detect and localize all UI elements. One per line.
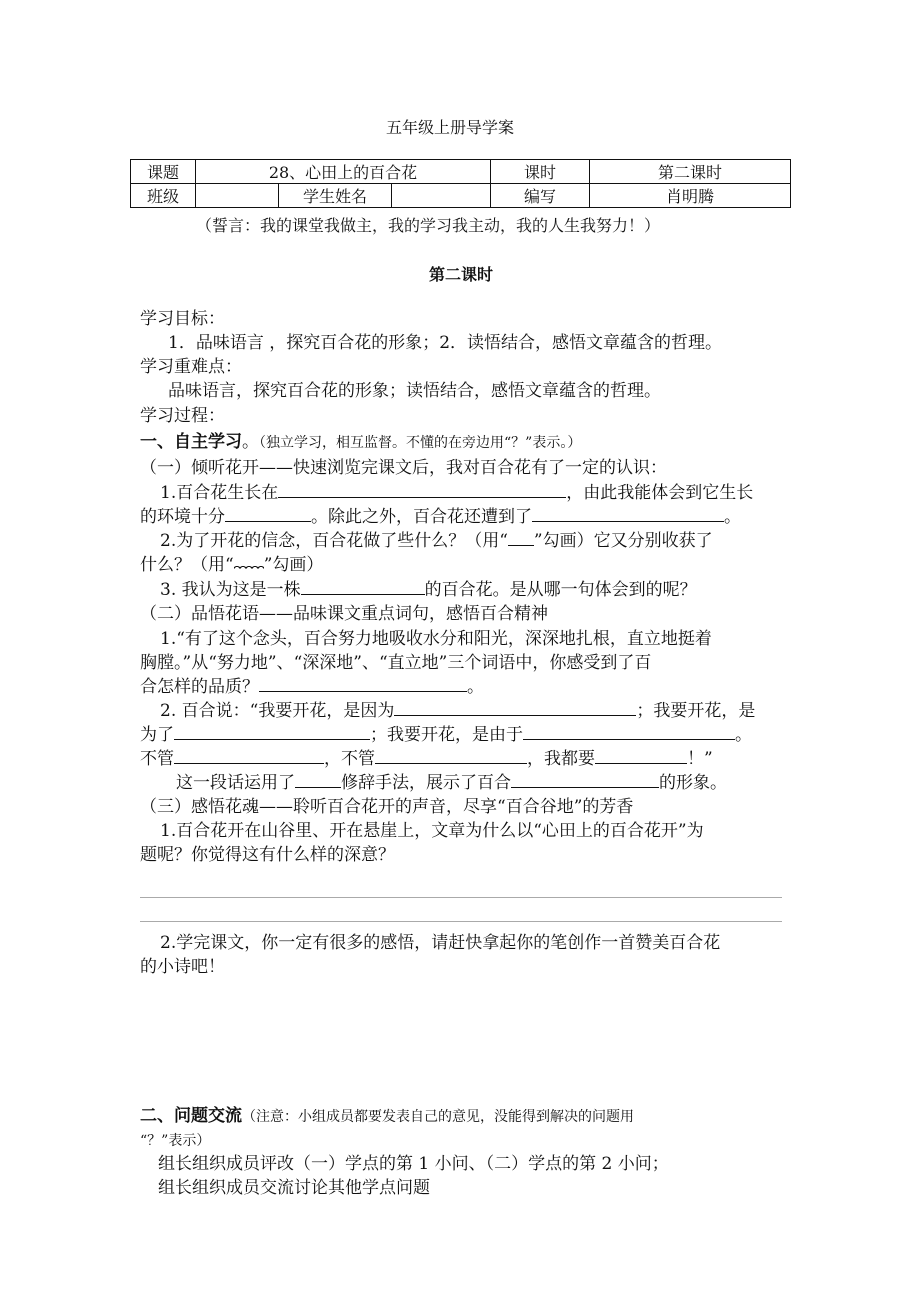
q1-text-d: 。除此之外，百合花还遭到了 — [311, 507, 532, 527]
answer-blank[interactable] — [259, 675, 467, 692]
key-text: 品味语言，探究百合花的形象；读悟结合，感悟文章蕴含的哲理。 — [168, 381, 661, 401]
q5-text-f: 不管 — [140, 749, 174, 769]
table-row — [131, 160, 791, 184]
sub-heading-1: （一）倾听花开——快速浏览完课文后，我对百合花有了一定的认识： — [140, 458, 667, 478]
cell-name-value[interactable] — [392, 184, 491, 208]
part1-note: （独立学习，相互监督。不懂的在旁边用“？”表示。） — [259, 435, 582, 451]
part1-heading: 一、自主学习 — [140, 432, 242, 452]
q2-text-a: 2.为了开花的信念，百合花做了些什么？（用“ — [160, 531, 508, 551]
part2-heading-line — [140, 1104, 634, 1129]
part2-line-2: 组长组织成员交流讨论其他学点问题 — [158, 1178, 430, 1198]
q2-text-b: ”勾画）它又分别收获了 — [533, 531, 713, 551]
part2-note-b: “？”表示） — [140, 1133, 211, 1149]
q2-text-d: ”勾画） — [263, 555, 324, 575]
process-label: 学习过程： — [140, 406, 225, 426]
part2-note-a: （注意：小组成员都要发表自己的意见，没能得到解决的问题用 — [242, 1109, 634, 1125]
goals-text: 1．品味语言 ，探究百合花的形象；2．读悟结合，感悟文章蕴含的哲理。 — [168, 333, 723, 353]
key-label: 学习重难点： — [140, 357, 242, 377]
answer-line[interactable] — [140, 921, 782, 922]
question-4-line-2: 胸膛。”从“努力地”、“深深地”、“直立地”三个词语中，你感受到了百 — [140, 653, 652, 673]
motto: （誓言：我的课堂我做主，我的学习我主动，我的人生我努力！） — [196, 216, 661, 235]
answer-blank[interactable] — [174, 747, 324, 764]
cell-class-value[interactable] — [196, 184, 279, 208]
q5-text-a: 2. 百合说：“我要开花，是因为 — [160, 701, 395, 721]
question-2-line-2 — [140, 553, 323, 577]
q5-text-h: ，我都要 — [527, 749, 595, 769]
question-4-line-1: 1.“有了这个念头，百合努力地吸收水分和阳光，深深地扎根，直立地挺着 — [160, 629, 712, 649]
cell-lesson-label: 课题 — [131, 160, 196, 184]
answer-blank[interactable] — [511, 771, 659, 788]
table-row — [131, 184, 791, 208]
q1-text-b: ，由此我能体会到它生长 — [566, 483, 754, 503]
q5-text-c: 为了 — [140, 725, 174, 745]
question-5-line-3 — [140, 747, 713, 771]
q6-text-c: 的形象。 — [659, 773, 727, 793]
question-7-line-2: 题呢？你觉得这有什么样的深意？ — [140, 845, 395, 865]
question-8-line-2: 的小诗吧！ — [140, 957, 225, 977]
q5-text-b: ；我要开花，是 — [636, 701, 756, 721]
answer-line[interactable] — [140, 897, 782, 898]
wavy-line-icon — [234, 562, 264, 570]
part2-line-1: 组长组织成员评改（一）学点的第 1 小问、（二）学点的第 2 小问； — [158, 1154, 669, 1174]
cell-name-label: 学生姓名 — [279, 184, 392, 208]
q1-text-a: 1.百合花生长在 — [160, 483, 279, 503]
q5-text-e: 。 — [735, 725, 752, 745]
underline-symbol — [508, 529, 534, 546]
q3-text-b: 的百合花。是从哪一句体会到的呢？ — [424, 580, 697, 600]
section-title: 第二课时 — [429, 265, 494, 284]
question-4-line-3 — [140, 675, 484, 699]
sub-heading-2: （二）品悟花语——品味课文重点词句，感悟百合精神 — [140, 604, 548, 624]
question-6 — [176, 771, 727, 795]
answer-blank[interactable] — [278, 481, 566, 498]
question-3 — [160, 578, 697, 602]
q5-text-g: ，不管 — [324, 749, 375, 769]
q1-text-c: 的环境十分 — [140, 507, 225, 527]
question-8-line-1: 2.学完课文，你一定有很多的感悟，请赶快拿起你的笔创作一首赞美百合花 — [160, 933, 721, 953]
answer-blank[interactable] — [375, 747, 527, 764]
info-table — [130, 159, 791, 208]
goals-label: 学习目标： — [140, 309, 225, 329]
cell-period-value: 第二课时 — [590, 160, 791, 184]
cell-class-label: 班级 — [131, 184, 196, 208]
part1-heading-dot: 。 — [242, 432, 259, 452]
answer-blank[interactable] — [225, 505, 311, 522]
question-1-line-2 — [140, 505, 741, 529]
part2-heading: 二、问题交流 — [140, 1106, 242, 1126]
q6-text-b: 修辞手法，展示了百合 — [341, 773, 511, 793]
q5-text-d: ；我要开花，是由于 — [370, 725, 523, 745]
question-1-line-1 — [160, 481, 753, 505]
sub-heading-3: （三）感悟花魂——聆听百合花开的声音，尽享“百合谷地”的芳香 — [140, 797, 634, 817]
question-5-line-2 — [140, 723, 752, 747]
page-title: 五年级上册导学案 — [386, 118, 515, 137]
answer-blank[interactable] — [174, 723, 370, 740]
question-2-line-1 — [160, 529, 713, 553]
q3-text-a: 3. 我认为这是一株 — [160, 580, 301, 600]
cell-period-label: 课时 — [491, 160, 590, 184]
answer-blank[interactable] — [301, 578, 425, 595]
answer-blank[interactable] — [394, 699, 636, 716]
q4-text-d: 。 — [467, 677, 484, 697]
answer-blank[interactable] — [532, 505, 724, 522]
answer-blank[interactable] — [295, 771, 341, 788]
q1-text-e: 。 — [724, 507, 741, 527]
question-5-line-1 — [160, 699, 755, 723]
answer-blank[interactable] — [595, 747, 687, 764]
question-7-line-1: 1.百合花开在山谷里、开在悬崖上，文章为什么以“心田上的百合花开”为 — [160, 821, 704, 841]
q5-text-i: ！” — [687, 749, 713, 769]
q6-text-a: 这一段话运用了 — [176, 773, 295, 793]
cell-author-label: 编写 — [491, 184, 590, 208]
q2-text-c: 什么？（用“ — [140, 555, 234, 575]
q4-text-c: 合怎样的品质？ — [140, 677, 259, 697]
cell-lesson-value: 28、心田上的百合花 — [196, 160, 491, 184]
part1-heading-line — [140, 430, 581, 455]
answer-blank[interactable] — [523, 723, 735, 740]
cell-author-value: 肖明腾 — [590, 184, 791, 208]
